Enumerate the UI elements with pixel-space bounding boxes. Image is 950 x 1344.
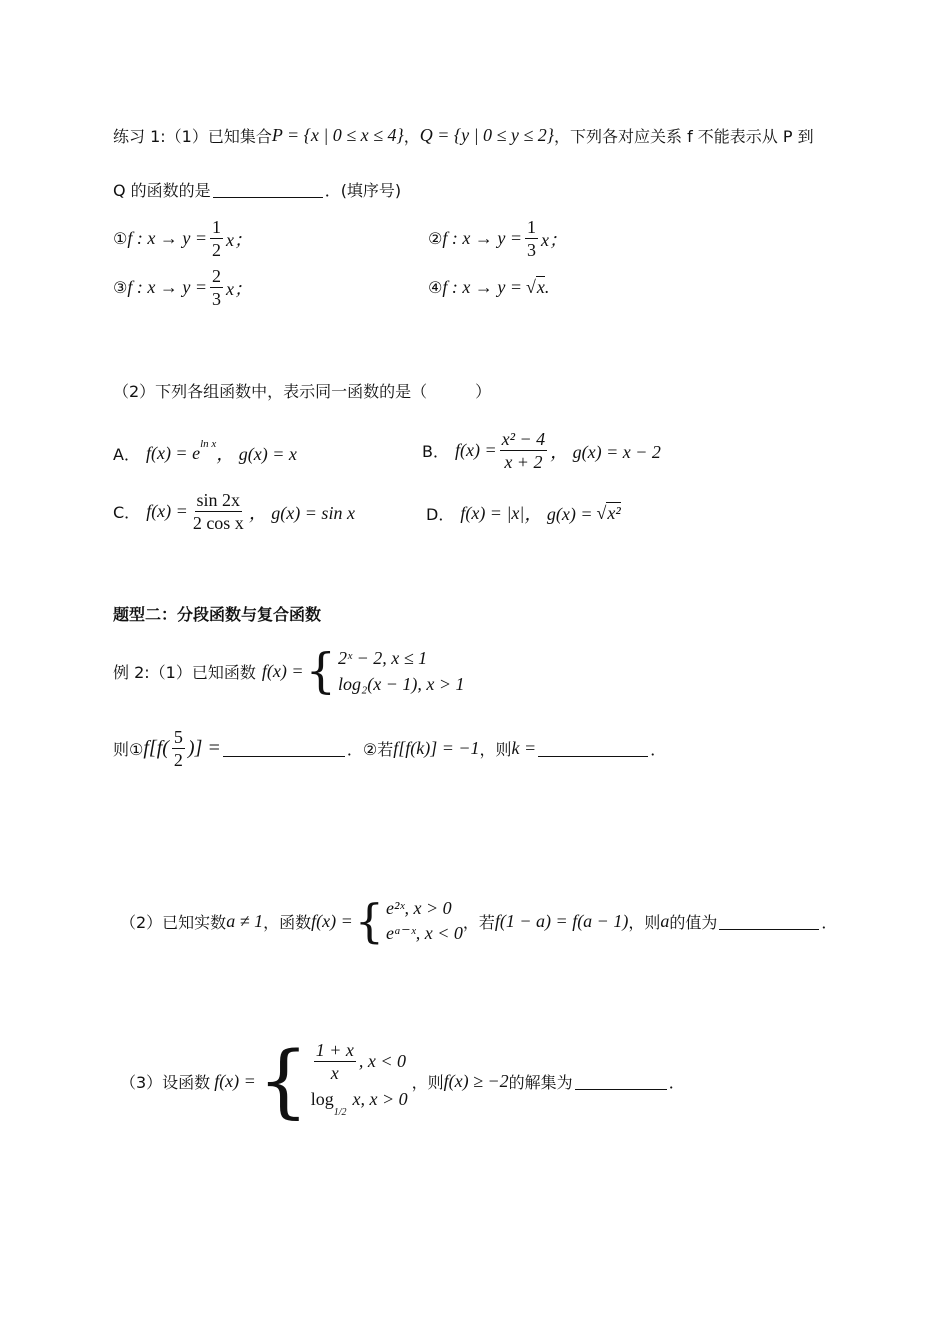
- numerator: 1: [211, 217, 221, 237]
- answer-blank[interactable]: [719, 913, 819, 930]
- q1-part-c: ，则: [479, 740, 512, 759]
- option-1: [113, 216, 252, 261]
- left-brace-icon: {: [354, 894, 384, 948]
- choice-f: f(x) = |x|: [460, 502, 525, 523]
- q3-ineq: f(x) ≥ −2: [443, 1070, 509, 1091]
- option-tail: x；: [225, 229, 252, 250]
- denominator: x: [330, 1062, 339, 1083]
- section-title: [113, 602, 321, 625]
- option-expr: f : x → y =: [127, 228, 207, 248]
- example2-q1: [113, 645, 465, 697]
- case-row: [311, 1039, 408, 1084]
- option-mark: ④: [428, 277, 443, 297]
- choice-d: [426, 500, 621, 526]
- q2-f: f(x) =: [311, 910, 353, 931]
- q2-tail: 的值为: [669, 912, 718, 932]
- q3-prefix: （3）设函数: [120, 1072, 211, 1092]
- example2-q2: [120, 896, 837, 946]
- choice-label: C．: [113, 503, 141, 522]
- log-label: log: [310, 1088, 334, 1109]
- q3-mid: ，则: [411, 1072, 444, 1092]
- practice1-line2-prefix: Q 的函数的是: [113, 181, 211, 200]
- answer-blank[interactable]: [223, 740, 345, 757]
- case-cond: x, x > 0: [352, 1088, 408, 1109]
- q1-prefix: 例 2:（1）已知函数: [113, 662, 256, 682]
- fraction: [191, 489, 246, 534]
- choice-label: B．: [422, 442, 449, 461]
- q2-var: a: [660, 910, 670, 931]
- denominator: 3: [526, 240, 536, 260]
- fraction: [210, 216, 223, 261]
- q1-end: ．: [650, 740, 667, 759]
- sqrt-content: x: [536, 277, 545, 297]
- q3-end: ．: [668, 1072, 685, 1092]
- case-row: e²ˣ, x > 0: [386, 898, 452, 918]
- q1-f: f(x) =: [261, 660, 304, 681]
- q1-k: k =: [511, 738, 537, 758]
- option-2: [428, 216, 567, 261]
- choice-g: ， g(x) = sin x: [248, 502, 355, 523]
- choice-g: ， g(x) =: [524, 504, 593, 524]
- option-mark: ③: [113, 278, 128, 297]
- piecewise-rows: [338, 645, 465, 697]
- q3-f: f(x) =: [214, 1070, 256, 1091]
- numerator: 2: [211, 266, 221, 286]
- numerator: sin 2x: [196, 490, 241, 510]
- left-brace-icon: {: [305, 643, 337, 699]
- set-q: Q = {y | 0 ≤ y ≤ 2}: [419, 125, 554, 145]
- choice-f: f(x) =: [454, 440, 497, 460]
- q2-end: ．: [821, 912, 838, 932]
- fraction: [500, 428, 548, 473]
- option-3: [113, 265, 252, 310]
- case-row: eᵃ⁻ˣ, x < 0: [386, 923, 463, 943]
- choice-f: f(x) = e: [145, 442, 201, 463]
- piecewise: [303, 645, 464, 697]
- q2-cond: f(1 − a) = f(a − 1): [494, 910, 629, 931]
- practice1-intro: 练习 1:（1）已知集合: [113, 127, 272, 146]
- case-row: log₂(x − 1), x > 1: [338, 674, 465, 694]
- answer-blank[interactable]: [538, 740, 648, 757]
- practice1-line2-suffix: ．(填序号): [324, 181, 402, 200]
- q1-expr-close: )] =: [187, 737, 221, 759]
- fraction: [314, 1039, 356, 1084]
- option-expr: f : x → y =: [127, 277, 207, 297]
- fraction: [172, 726, 185, 771]
- denominator: 2 cos x: [192, 513, 244, 533]
- option-tail: .: [544, 276, 550, 297]
- practice1-line1: [113, 124, 814, 147]
- set-p: P = {x | 0 ≤ x ≤ 4}: [271, 125, 404, 145]
- sqrt-icon: √: [525, 276, 536, 297]
- choice-g: ， g(x) = x − 2: [550, 441, 661, 462]
- option-mark: ②: [428, 229, 443, 248]
- practice1-line2: [113, 178, 401, 201]
- option-expr: f : x → y =: [442, 276, 522, 297]
- fraction: [525, 216, 538, 261]
- example2-q3: [120, 1034, 685, 1127]
- piecewise-rows: [311, 1039, 408, 1124]
- q2-prefix: （2）已知实数: [120, 912, 227, 932]
- numerator: x² − 4: [501, 429, 546, 449]
- practice2-question: （2）下列各组函数中，表示同一函数的是（ ）: [113, 382, 492, 401]
- case-row: 2ˣ − 2, x ≤ 1: [338, 648, 428, 668]
- case-row: [311, 1088, 408, 1124]
- choice-b: [422, 428, 661, 473]
- left-brace-icon: {: [257, 1034, 309, 1127]
- q1-expr: f[f(: [143, 737, 169, 759]
- q1-part-a: 则①: [113, 740, 144, 759]
- piecewise: [353, 896, 463, 946]
- example2-q1-line2: [113, 726, 666, 771]
- option-tail: x；: [540, 229, 567, 250]
- numerator: 1: [526, 217, 536, 237]
- section-heading: 题型二：分段函数与复合函数: [113, 605, 322, 624]
- answer-blank[interactable]: [575, 1073, 667, 1090]
- practice2-stem: [113, 379, 491, 402]
- piecewise-rows: [386, 896, 463, 946]
- practice1-comma: ，: [403, 127, 420, 146]
- denominator: x + 2: [504, 452, 543, 472]
- q1-expr2: f[f(k)] = −1: [393, 738, 480, 758]
- option-expr: f : x → y =: [442, 228, 522, 248]
- denominator: 2: [173, 750, 183, 770]
- q2-cond-post: ，则: [628, 912, 661, 932]
- numerator: 1 + x: [315, 1039, 354, 1060]
- choice-a: [113, 440, 297, 466]
- log-base: 1/2: [333, 1106, 347, 1118]
- q2-cond-pre: ，若: [462, 912, 495, 932]
- exponent: ln x: [200, 438, 217, 450]
- practice1-line1-suffix: ，下列各对应关系 f 不能表示从 P 到: [554, 127, 814, 146]
- choice-f: f(x) =: [146, 501, 188, 521]
- denominator: 3: [211, 289, 221, 309]
- numerator: 5: [173, 727, 183, 747]
- option-mark: ①: [113, 229, 128, 248]
- fraction: [210, 265, 223, 310]
- q2-mid: ，函数: [263, 912, 312, 932]
- answer-blank[interactable]: [213, 181, 323, 198]
- piecewise: [256, 1034, 408, 1127]
- option-4: [428, 276, 549, 298]
- q1-part-b: ．②若: [346, 740, 394, 759]
- choice-label: D．: [426, 504, 455, 524]
- option-tail: x；: [225, 278, 252, 299]
- case-cond: , x < 0: [358, 1051, 406, 1071]
- sqrt-icon: √: [596, 502, 607, 523]
- q3-tail: 的解集为: [508, 1072, 573, 1092]
- sqrt-content: x²: [607, 503, 621, 523]
- choice-c: [113, 489, 355, 534]
- choice-label: A．: [113, 444, 140, 464]
- denominator: 2: [211, 240, 221, 260]
- q2-a: a ≠ 1: [226, 910, 264, 931]
- choice-g: ， g(x) = x: [216, 444, 297, 464]
